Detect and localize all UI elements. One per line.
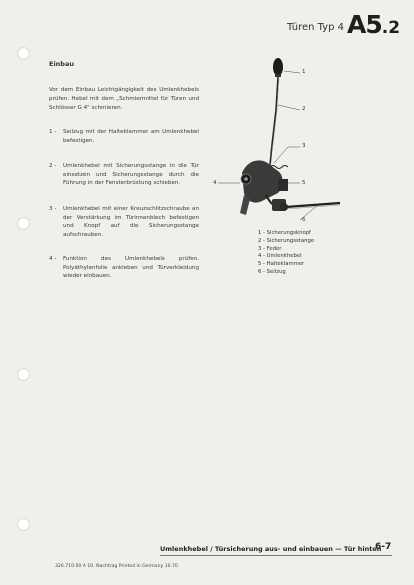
legend-item: 2 - Sicherungsstange [258, 237, 315, 244]
lock-knob [273, 58, 283, 76]
punch-hole-middle-upper [17, 217, 30, 230]
callout-3: 3 [302, 143, 306, 149]
parts-legend [258, 230, 314, 277]
step-4 [49, 255, 199, 281]
punch-hole-top [17, 47, 30, 60]
step-number: 3 - [49, 206, 57, 212]
footer-title: Umlenkhebel / Türsicherung aus- und einbauen — Tür hinten [160, 545, 382, 553]
legend-item: 4 - Umlenkhebel [258, 253, 302, 260]
step-text: Seilzug mit der Halteklammer am Umlenkhebel befestigen. [63, 129, 199, 144]
legend-item: 5 - Halteklammer [258, 261, 305, 268]
callout-1: 1 [302, 69, 306, 75]
step-number: 4 - [49, 256, 57, 262]
section-code-main: A5 [347, 10, 382, 39]
page-number: 6-7 [375, 542, 392, 552]
legend-item: 3 - Feder [258, 245, 282, 252]
step-number: 2 - [49, 163, 57, 169]
door-lock-lever-illustration [200, 55, 350, 225]
intro-paragraph: Vor dem Einbau Leichtgängigkeit des Umlenkhebels prüfen. Hebel mit dem „Schmiermittel für Türen und Schlösser G 4" schmieren. [49, 87, 199, 111]
punch-hole-bottom [17, 518, 30, 531]
section-title: Einbau [49, 60, 74, 68]
footer-rule [160, 555, 392, 556]
callout-4: 4 [213, 180, 217, 186]
section-code [347, 10, 400, 39]
step-text: Umlenkhebel mit Sicherungsstange in die Tür einsetzen und Sicherungsstange durch die Führung in der Fensterbrüstung schieben. [63, 163, 199, 187]
step-text: Funktion des Umlenkhebels prüfen. Polyäthylenfolie ankleben und Türverkleidung wieder einbauen. [63, 256, 199, 280]
legend-item: 6 - Seilzug [258, 268, 286, 275]
step-number: 1 - [49, 129, 57, 135]
legend-item: 1 - Sicherungsknopf [258, 230, 311, 236]
step-3 [49, 205, 199, 239]
cable [286, 203, 340, 207]
step-1 [49, 128, 199, 145]
print-info: 326.710.00 A 10. Nachtrag Printed in Germany 10.70 [55, 564, 178, 569]
page-header-title: Türen Typ 4 [287, 22, 344, 33]
step-text: Umlenkhebel mit einer Kreuzschlitzschraube an der Verstärkung im Türinnenblech befestigen und Knopf auf die Sicherungsstange aufschrauben. [63, 206, 199, 238]
punch-hole-middle-lower [17, 368, 30, 381]
callout-6: 6 [302, 217, 306, 223]
callout-5: 5 [302, 180, 306, 186]
section-code-sub: .2 [381, 18, 401, 38]
step-2 [49, 162, 199, 188]
callout-2: 2 [302, 106, 306, 112]
retaining-clamp [278, 179, 288, 191]
